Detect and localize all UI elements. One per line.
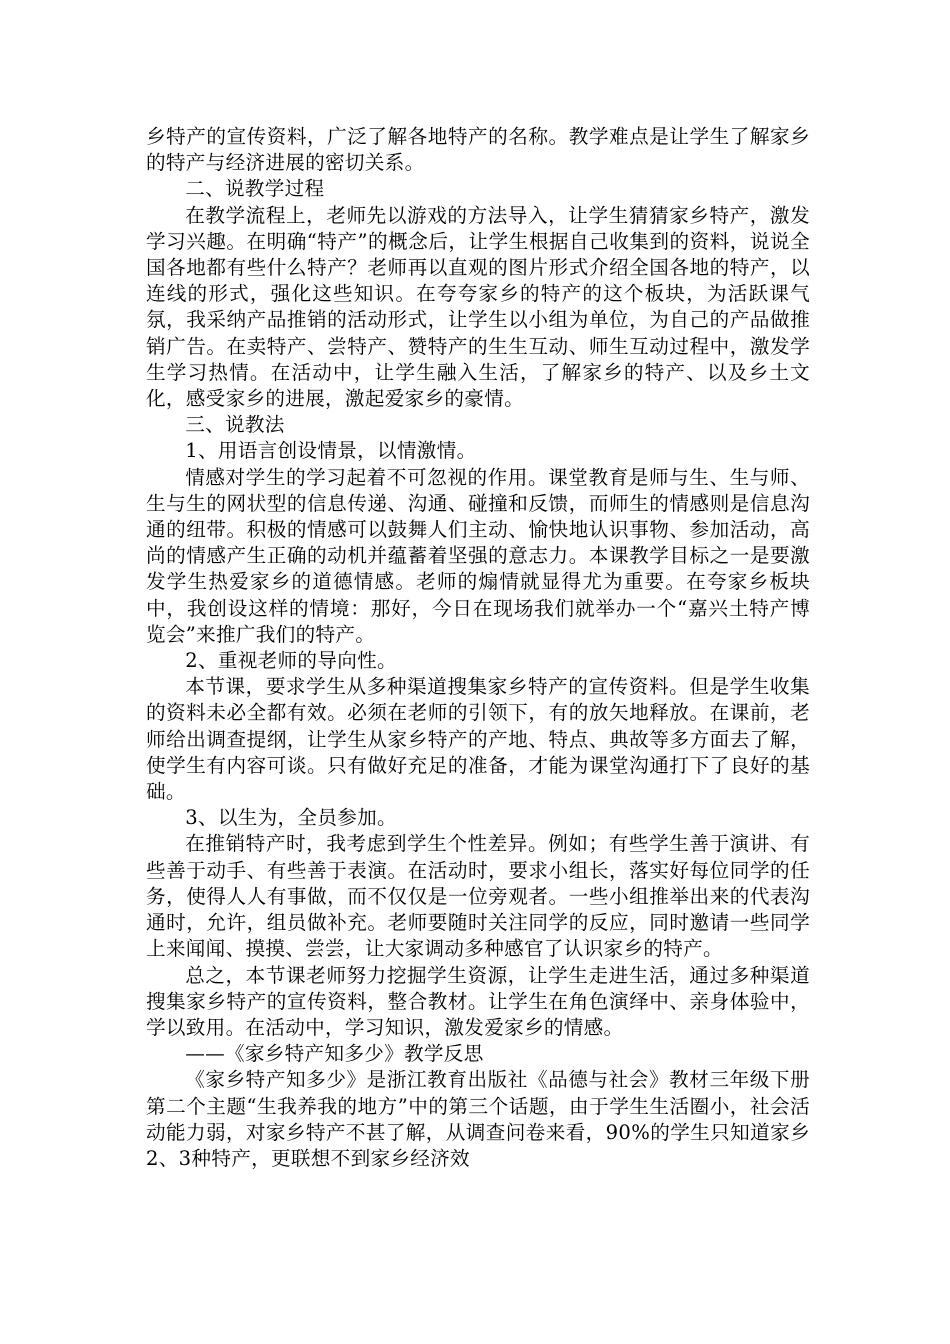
paragraph-method-3: 在推销特产时，我考虑到学生个性差异。例如；有些学生善于演讲、有些善于动手、有些善于表演。在活动时，要求小组长，落实好每位同学的任务，使得人人有事做，而不仅仅是一位旁观者。一些小组推举出来的代表沟通时，允许，组员做补充。老师要随时关注同学的反应，同时邀请一些同学上来闻闻、摸摸、尝尝，让大家调动多种感官了认识家乡的特产。 bbox=[146, 832, 810, 961]
section-heading-teaching-methods: 三、说教法 bbox=[185, 413, 285, 437]
section-heading-reflection: ——《家乡特产知多少》教学反思 bbox=[185, 1042, 484, 1066]
paragraph-summary: 总之，本节课老师努力挖掘学生资源，让学生走进生活，通过多种渠道搜集家乡特产的宣传资料，整合教材。让学生在角色演绎中、亲身体验中，学以致用。在活动中，学习知识，激发爱家乡的情感。 bbox=[146, 963, 810, 1039]
paragraph-0: 乡特产的宣传资料，广泛了解各地特产的名称。教学难点是让学生了解家乡的特产与经济进展的密切关系。 bbox=[146, 125, 810, 175]
paragraph-reflection: 《家乡特产知多少》是浙江教育出版社《品德与社会》教材三年级下册第二个主题“生我养我的地方”中的第三个话题，由于学生生活圈小，社会活动能力弱，对家乡特产不甚了解，从调查问卷来看，90%的学生只知道家乡 2、3种特产，更联想不到家乡经济效 bbox=[146, 1068, 810, 1170]
subheading-method-1: 1、用语言创设情景，以情激情。 bbox=[185, 439, 477, 463]
subheading-method-2: 2、重视老师的导向性。 bbox=[185, 649, 397, 673]
paragraph-teaching-process: 在教学流程上，老师先以游戏的方法导入，让学生猜猜家乡特产，激发学习兴趣。在明确“特产”的概念后，让学生根据自己收集到的资料，说说全国各地都有些什么特产？老师再以直观的图片形式介绍全国各地的特产，以连线的形式，强化这些知识。在夸夸家乡的特产的这个板块，为活跃课气氛，我采纳产品推销的活动形式，让学生以小组为单位，为自己的产品做推销广告。在卖特产、尝特产、赞特产的生生互动、师生互动过程中，激发学生学习热情。在活动中，让学生融入生活，了解家乡的特产、以及乡土文化，感受家乡的进展，激起爱家乡的豪情。 bbox=[146, 203, 810, 411]
paragraph-method-2: 本节课，要求学生从多种渠道搜集家乡特产的宣传资料。但是学生收集的资料未必全都有效。必须在老师的引领下，有的放矢地释放。在课前，老师给出调查提纲，让学生从家乡特产的产地、特点、典故等多方面去了解，使学生有内容可谈。只有做好充足的准备，才能为课堂沟通打下了良好的基础。 bbox=[146, 675, 810, 804]
subheading-method-3: 3、以生为，全员参加。 bbox=[185, 806, 397, 830]
paragraph-method-1: 情感对学生的学习起着不可忽视的作用。课堂教育是师与生、生与师、生与生的网状型的信息传递、沟通、碰撞和反馈，而师生的情感则是信息沟通的纽带。积极的情感可以鼓舞人们主动、愉快地认识事物、参加活动，高尚的情感产生正确的动机并蕴蓄着坚强的意志力。本课教学目标之一是要激发学生热爱家乡的道德情感。老师的煽情就显得尤为重要。在夸家乡板块中，我创设这样的情境：那好，今日在现场我们就举办一个“嘉兴土特产博览会”来推广我们的特产。 bbox=[146, 465, 810, 646]
document-page bbox=[146, 124, 810, 1172]
section-heading-teaching-process: 二、说教学过程 bbox=[185, 177, 325, 201]
